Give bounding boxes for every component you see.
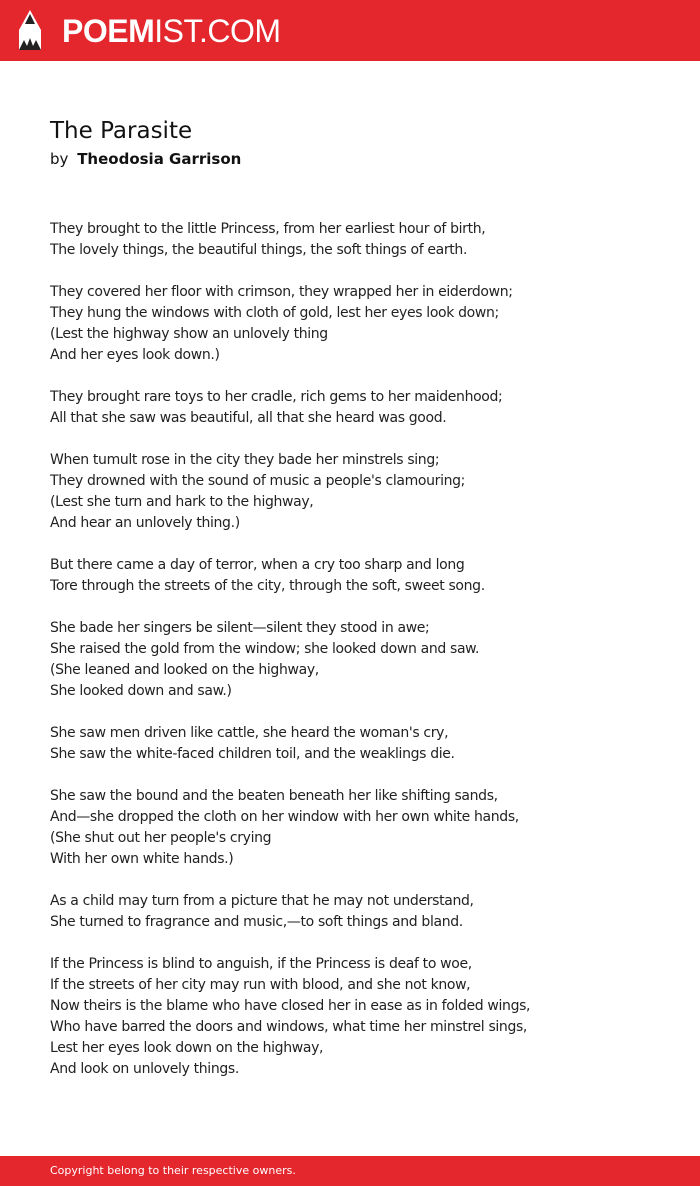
poem-line: She bade her singers be silent—silent they stood in awe; xyxy=(50,620,430,636)
poem-line: And her eyes look down.) xyxy=(50,347,220,363)
copyright-text: Copyright belong to their respective owners. xyxy=(50,1164,296,1177)
stanza xyxy=(50,723,670,765)
poem-line: She saw men driven like cattle, she heard the woman's cry, xyxy=(50,725,449,741)
stanza xyxy=(50,555,670,597)
stanza xyxy=(50,891,670,933)
poem-line: She saw the bound and the beaten beneath her like shifting sands, xyxy=(50,788,498,804)
poem-line: And hear an unlovely thing.) xyxy=(50,515,240,531)
stanza xyxy=(50,618,670,702)
poem-title: The Parasite xyxy=(50,118,193,144)
logo-text-bold: POEM xyxy=(62,13,155,49)
poem-line: If the Princess is blind to anguish, if the Princess is deaf to woe, xyxy=(50,956,472,972)
stanza xyxy=(50,954,670,1080)
stanza xyxy=(50,282,670,366)
poem-line: With her own white hands.) xyxy=(50,851,234,867)
author-name: Theodosia Garrison xyxy=(77,150,242,168)
poem-line: She turned to fragrance and music,—to soft things and bland. xyxy=(50,914,463,930)
poem-line: They brought rare toys to her cradle, rich gems to her maidenhood; xyxy=(50,389,503,405)
poem-line: As a child may turn from a picture that he may not understand, xyxy=(50,893,474,909)
poem-line: She looked down and saw.) xyxy=(50,683,232,699)
poem-line: They hung the windows with cloth of gold, lest her eyes look down; xyxy=(50,305,499,321)
poem-line: If the streets of her city may run with blood, and she not know, xyxy=(50,977,471,993)
site-footer xyxy=(0,1156,700,1186)
poem-line: (She leaned and looked on the highway, xyxy=(50,662,319,678)
poem-line: They drowned with the sound of music a people's clamouring; xyxy=(50,473,466,489)
poem-line: Lest her eyes look down on the highway, xyxy=(50,1040,324,1056)
poem-line: She saw the white-faced children toil, and the weaklings die. xyxy=(50,746,455,762)
by-label: by xyxy=(50,150,69,168)
site-header xyxy=(0,0,700,61)
logo-text-light: IST.COM xyxy=(154,13,281,49)
poem-line: Tore through the streets of the city, through the soft, sweet song. xyxy=(50,578,485,594)
poem-line: But there came a day of terror, when a cry too sharp and long xyxy=(50,557,465,573)
poem-line: And look on unlovely things. xyxy=(50,1061,239,1077)
poem-line: Now theirs is the blame who have closed her in ease as in folded wings, xyxy=(50,998,531,1014)
poem-line: All that she saw was beautiful, all that she heard was good. xyxy=(50,410,447,426)
stanza xyxy=(50,219,670,261)
poem-body xyxy=(50,219,670,1101)
poem-line: Who have barred the doors and windows, what time her minstrel sings, xyxy=(50,1019,528,1035)
pencil-tip-icon[interactable] xyxy=(18,10,42,52)
poem-line: When tumult rose in the city they bade her minstrels sing; xyxy=(50,452,440,468)
stanza xyxy=(50,387,670,429)
poem-line: They brought to the little Princess, from her earliest hour of birth, xyxy=(50,221,486,237)
poem-line: (Lest she turn and hark to the highway, xyxy=(50,494,314,510)
byline xyxy=(50,148,241,170)
poem-line: (Lest the highway show an unlovely thing xyxy=(50,326,328,342)
stanza xyxy=(50,450,670,534)
poem-line: They covered her floor with crimson, they wrapped her in eiderdown; xyxy=(50,284,513,300)
site-logo-link[interactable] xyxy=(62,11,281,51)
poem-line: The lovely things, the beautiful things, the soft things of earth. xyxy=(50,242,468,258)
poem-line: (She shut out her people's crying xyxy=(50,830,272,846)
poem-line: And—she dropped the cloth on her window with her own white hands, xyxy=(50,809,519,825)
stanza xyxy=(50,786,670,870)
poem-line: She raised the gold from the window; she looked down and saw. xyxy=(50,641,480,657)
